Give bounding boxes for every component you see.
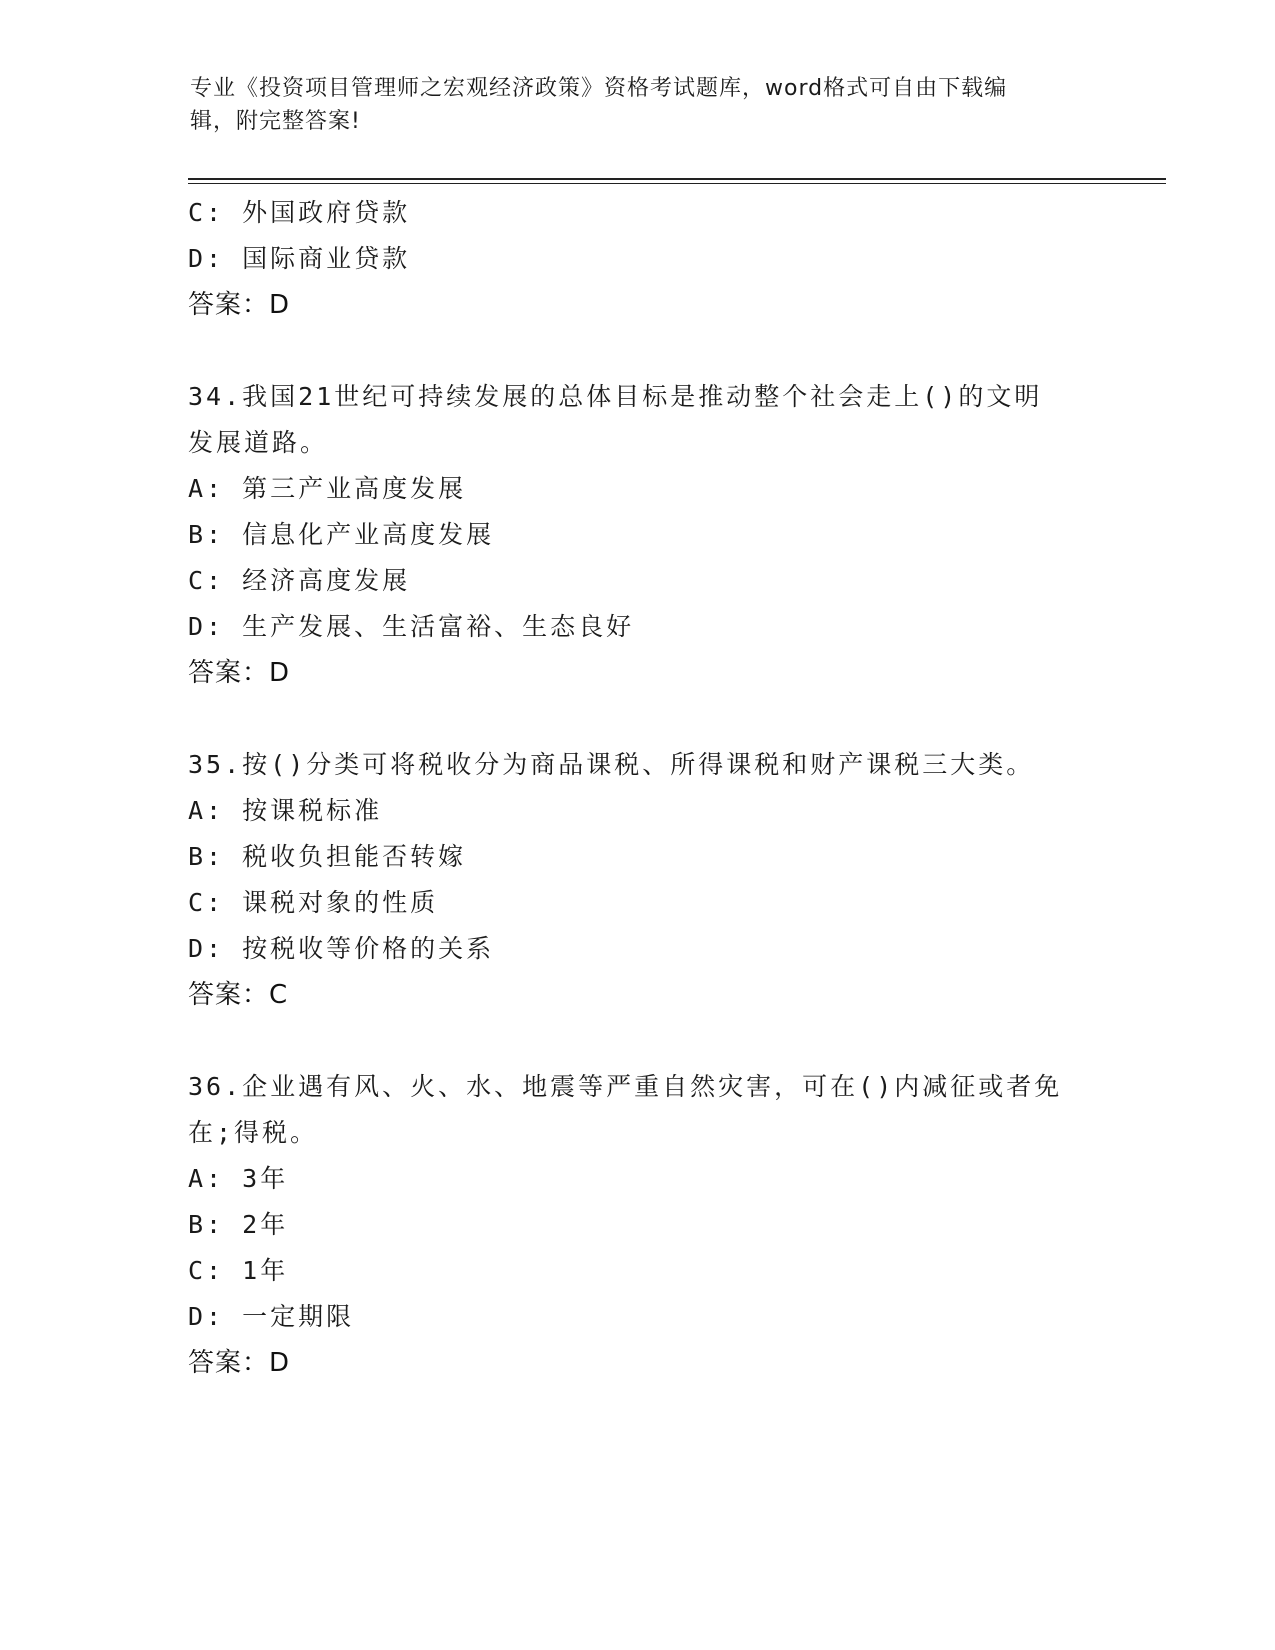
option-text: 信息化产业高度发展 [242,520,495,549]
option-letter: D: [188,934,225,963]
answer-line: 答案：C [188,980,289,1010]
option-c [188,880,1088,926]
question-stem-line-1: 35.按()分类可将税收分为商品课税、所得课税和财产课税三大类。 [188,750,1035,779]
answer-line: 答案：D [188,290,291,320]
option-text: 国际商业贷款 [242,244,411,273]
option-d [188,236,1088,282]
question-stem-line-1: 34.我国21世纪可持续发展的总体目标是推动整个社会走上()的文明 [188,382,1043,411]
option-letter: D: [188,612,225,641]
option-a [188,466,1088,512]
option-a [188,1156,1088,1202]
option-text: 按税收等价格的关系 [242,934,495,963]
question-35 [188,742,1088,1018]
option-letter: D: [188,1302,225,1331]
option-text: 按课税标准 [242,796,383,825]
option-d [188,1294,1088,1340]
question-36 [188,1064,1088,1386]
option-text: 3年 [242,1164,289,1193]
option-d [188,926,1088,972]
answer-line: 答案：D [188,1348,291,1378]
option-letter: A: [188,474,225,503]
option-text: 经济高度发展 [242,566,411,595]
header-line-2: 辑，附完整答案! [190,109,361,134]
header-divider-thin [188,183,1166,184]
option-d [188,604,1088,650]
option-letter: C: [188,566,225,595]
option-letter: A: [188,1164,225,1193]
option-c [188,190,1088,236]
option-c [188,558,1088,604]
option-letter: C: [188,1256,225,1285]
option-text: 课税对象的性质 [242,888,439,917]
option-b [188,834,1088,880]
answer-line: 答案：D [188,658,291,688]
option-text: 一定期限 [242,1302,355,1331]
option-letter: D: [188,244,225,273]
option-text: 税收负担能否转嫁 [242,842,467,871]
option-text: 生产发展、生活富裕、生态良好 [242,612,635,641]
spacer [188,1018,1088,1064]
option-b [188,1202,1088,1248]
spacer [188,696,1088,742]
question-stem-line-2: 发展道路。 [188,428,329,457]
document-body [188,190,1088,1386]
option-a [188,788,1088,834]
question-33-tail [188,190,1088,328]
header-line-1: 专业《投资项目管理师之宏观经济政策》资格考试题库，word格式可自由下载编 [190,76,1008,101]
option-text: 外国政府贷款 [242,198,411,227]
option-c [188,1248,1088,1294]
option-b [188,512,1088,558]
option-letter: A: [188,796,225,825]
option-text: 1年 [242,1256,289,1285]
option-text: 2年 [242,1210,289,1239]
header-divider-thick [188,178,1166,180]
document-header [190,72,1090,138]
question-stem-line-1: 36.企业遇有风、火、水、地震等严重自然灾害，可在()内减征或者免 [188,1072,1063,1101]
option-letter: B: [188,1210,225,1239]
question-stem-line-2: 在;得税。 [188,1118,319,1147]
option-letter: C: [188,888,225,917]
option-text: 第三产业高度发展 [242,474,467,503]
option-letter: C: [188,198,225,227]
question-34 [188,374,1088,696]
option-letter: B: [188,842,225,871]
spacer [188,328,1088,374]
option-letter: B: [188,520,225,549]
